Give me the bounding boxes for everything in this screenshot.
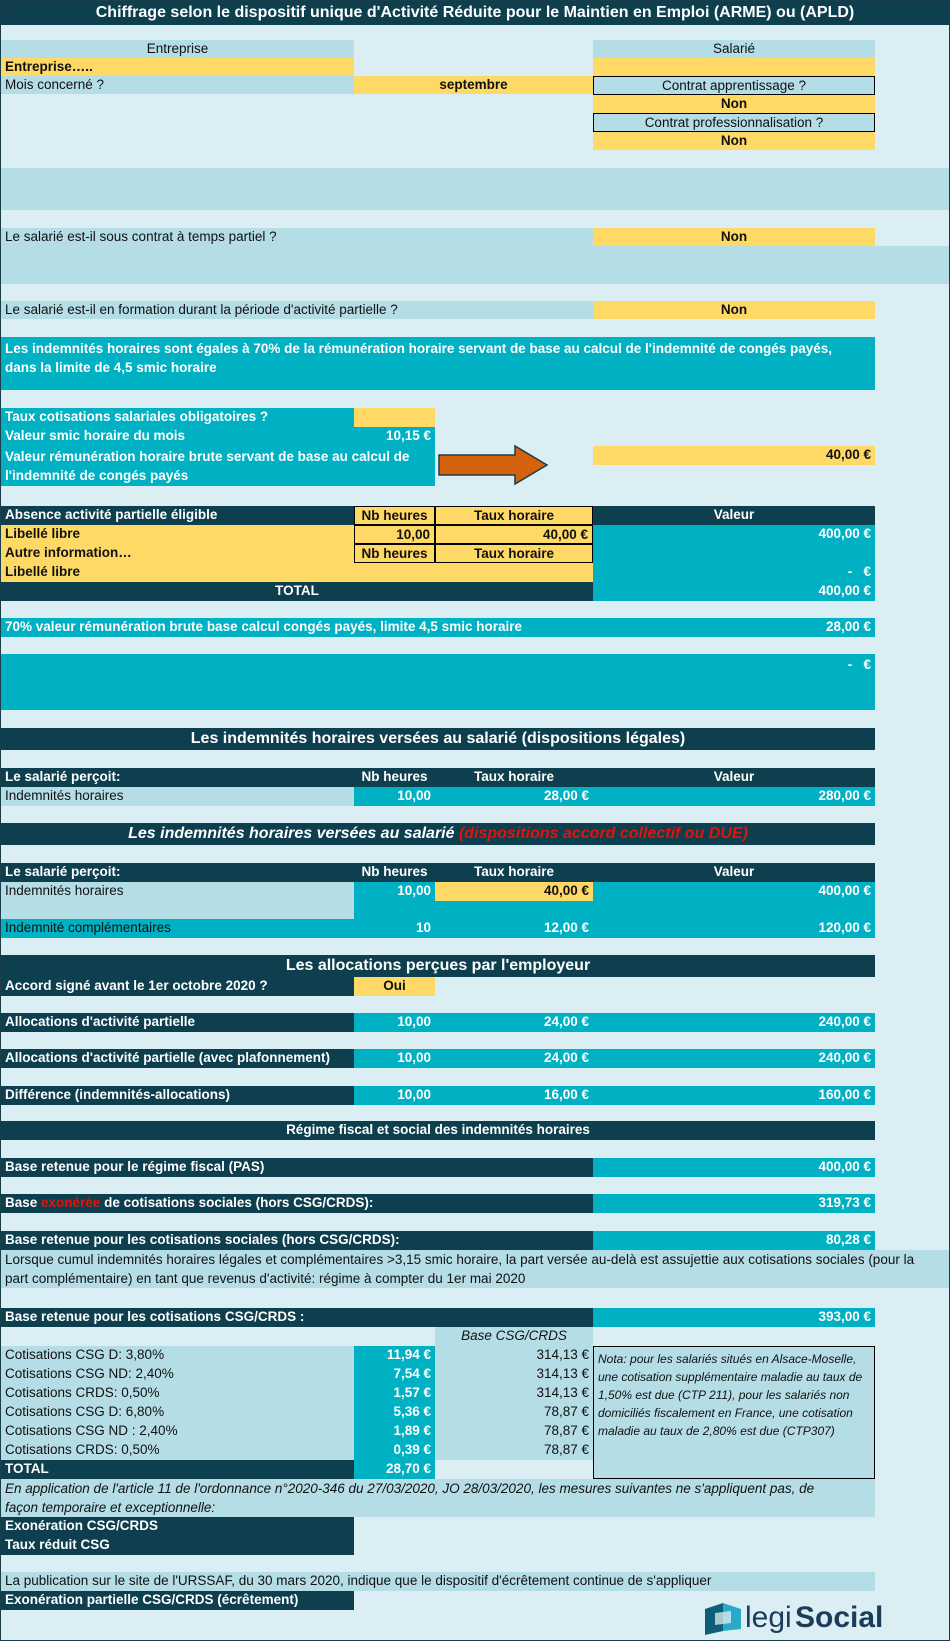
salarie-header: Salarié bbox=[593, 40, 875, 58]
csg-row1-value: 11,94 € bbox=[354, 1346, 435, 1365]
collective-row2-taux: 12,00 € bbox=[435, 919, 593, 938]
legal-row-taux: 28,00 € bbox=[435, 787, 593, 806]
contrat-apprentissage-field[interactable]: Non bbox=[593, 95, 875, 113]
legal-title: Les indemnités horaires versées au salarié (dispositions légales) bbox=[1, 728, 875, 750]
remu-label-1: Valeur rémunération horaire brute servant de base au calcul de bbox=[5, 449, 410, 464]
absence-row1-valeur: 400,00 € bbox=[593, 525, 875, 544]
smic-label: Valeur smic horaire du mois bbox=[1, 427, 354, 446]
seventy-label: 70% valeur rémunération brute base calcul congés payés, limite 4,5 smic horaire bbox=[1, 618, 875, 637]
legal-col-label: Le salarié perçoit: bbox=[5, 769, 121, 784]
csg-row1-base: 314,13 € bbox=[435, 1346, 593, 1365]
info-line-1: Les indemnités horaires sont égales à 70% de la rémunération horaire servant de base au calcul de l'indemnité de congés payés, bbox=[5, 341, 833, 356]
fiscal-value: 400,00 € bbox=[593, 1158, 875, 1177]
collective-col-valeur: Valeur bbox=[713, 864, 755, 879]
csg-row6-value: 0,39 € bbox=[354, 1441, 435, 1460]
contrat-apprentissage-label: Contrat apprentissage ? bbox=[593, 76, 875, 95]
legal-row-label: Indemnités horaires bbox=[1, 787, 354, 806]
exo-label-part2: exonérée bbox=[41, 1195, 101, 1210]
csg-row2-label: Cotisations CSG ND: 2,40% bbox=[1, 1365, 354, 1384]
seventy-value: 28,00 € bbox=[825, 619, 871, 634]
taux-reduit-label: Taux réduit CSG bbox=[1, 1536, 354, 1555]
collective-row2-valeur: 120,00 € bbox=[593, 919, 875, 938]
collective-col-taux: Taux horaire bbox=[473, 864, 555, 879]
absence-total-value: 400,00 € bbox=[593, 582, 875, 601]
contrat-pro-label: Contrat professionnalisation ? bbox=[593, 113, 875, 132]
alloc-row1-valeur: 240,00 € bbox=[593, 1013, 875, 1032]
temps-partiel-field[interactable]: Non bbox=[593, 228, 875, 246]
remu-value[interactable]: 40,00 € bbox=[593, 446, 875, 465]
alloc-row2-valeur: 240,00 € bbox=[593, 1049, 875, 1068]
collective-spacer-left bbox=[1, 901, 354, 919]
taux-field[interactable] bbox=[354, 408, 435, 427]
logo-text-social: Social bbox=[795, 1601, 884, 1634]
ordonnance-line-1: En application de l'article 11 de l'ordonnance n°2020-346 du 27/03/2020, JO 28/03/2020, les mesures suivantes ne s'appliquent pas, de bbox=[5, 1481, 815, 1496]
info-box bbox=[1, 337, 875, 390]
info-line-2: dans la limite de 4,5 smic horaire bbox=[5, 360, 217, 375]
absence-row1-label[interactable]: Libellé libre bbox=[1, 525, 354, 544]
absence-row2-label[interactable]: Autre information… bbox=[1, 544, 354, 563]
legisocial-logo bbox=[701, 1599, 941, 1639]
exo-csg-label: Exonération CSG/CRDS bbox=[1, 1517, 354, 1536]
collective-title-part1: Les indemnités horaires versées au salarié bbox=[128, 825, 455, 842]
absence-row1-nb[interactable]: 10,00 bbox=[354, 525, 435, 544]
cot-label: Base retenue pour les cotisations sociales (hors CSG/CRDS): bbox=[1, 1231, 593, 1250]
urssaf-note: La publication sur le site de l'URSSAF, du 30 mars 2020, indique que le dispositif d'écrêtement continue de s'appliquer bbox=[1, 1572, 875, 1591]
temps-partiel-label: Le salarié est-il sous contrat à temps partiel ? bbox=[1, 228, 593, 246]
legal-row-valeur: 280,00 € bbox=[593, 787, 875, 806]
absence-col-taux: Taux horaire bbox=[435, 506, 593, 525]
csg-row2-value: 7,54 € bbox=[354, 1365, 435, 1384]
smic-value: 10,15 € bbox=[354, 427, 435, 446]
arrow-right-icon bbox=[437, 444, 551, 486]
alloc-row3-taux: 16,00 € bbox=[435, 1086, 593, 1105]
salarie-name-field[interactable] bbox=[593, 58, 875, 76]
legal-col-valeur: Valeur bbox=[713, 769, 755, 784]
contrat-pro-field[interactable]: Non bbox=[593, 132, 875, 150]
accord-label: Accord signé avant le 1er octobre 2020 ? bbox=[1, 977, 354, 996]
csg-total-label: TOTAL bbox=[1, 1460, 354, 1479]
entreprise-header: Entreprise bbox=[1, 40, 354, 58]
csg-row1-label: Cotisations CSG D: 3,80% bbox=[1, 1346, 354, 1365]
alloc-row2-nb: 10,00 bbox=[354, 1049, 435, 1068]
csg-row6-label: Cotisations CRDS: 0,50% bbox=[1, 1441, 354, 1460]
csg-base-header: Base CSG/CRDS bbox=[435, 1327, 593, 1346]
formation-field[interactable]: Non bbox=[593, 301, 875, 319]
exo-label-part3: de cotisations sociales (hors CSG/CRDS): bbox=[100, 1195, 374, 1210]
csg-row2-base: 314,13 € bbox=[435, 1365, 593, 1384]
exo-partielle-label: Exonération partielle CSG/CRDS (écrêtement) bbox=[1, 1591, 354, 1610]
exo-value: 319,73 € bbox=[593, 1194, 875, 1213]
absence-row3-label[interactable]: Libellé libre bbox=[1, 563, 354, 582]
collective-title-part2: (dispositions accord collectif ou DUE) bbox=[458, 825, 748, 842]
csg-row3-base: 314,13 € bbox=[435, 1384, 593, 1403]
formation-label: Le salarié est-il en formation durant la période d'activité partielle ? bbox=[1, 301, 593, 319]
cot-value: 80,28 € bbox=[593, 1231, 875, 1250]
csg-base-label: Base retenue pour les cotisations CSG/CRDS : bbox=[1, 1308, 593, 1327]
blank-band bbox=[1, 168, 949, 210]
absence-col-nb: Nb heures bbox=[354, 506, 435, 525]
alloc-row3-label: Différence (indemnités-allocations) bbox=[1, 1086, 354, 1105]
collective-col-label: Le salarié perçoit: bbox=[5, 864, 121, 879]
collective-title bbox=[1, 823, 875, 845]
remu-label bbox=[1, 446, 435, 486]
legal-col-nb: Nb heures bbox=[361, 769, 428, 784]
fiscal-label: Base retenue pour le régime fiscal (PAS) bbox=[1, 1158, 593, 1177]
regime-note-2: part complémentaire) en tant que revenus d'activité: régime à compter du 1er mai 2020 bbox=[5, 1271, 526, 1286]
legal-row-nb: 10,00 bbox=[354, 787, 435, 806]
alloc-row3-nb: 10,00 bbox=[354, 1086, 435, 1105]
logo-icon bbox=[701, 1601, 743, 1637]
absence-row3-input[interactable] bbox=[354, 563, 593, 582]
legal-col-taux: Taux horaire bbox=[473, 769, 555, 784]
collective-row1-nb: 10,00 bbox=[354, 882, 435, 901]
alloc-row3-valeur: 160,00 € bbox=[593, 1086, 875, 1105]
mois-label: Mois concerné ? bbox=[1, 76, 354, 94]
csg-row6-base: 78,87 € bbox=[435, 1441, 593, 1460]
csg-row5-value: 1,89 € bbox=[354, 1422, 435, 1441]
page-title: Chiffrage selon le dispositif unique d'Activité Réduite pour le Maintien en Emploi (ARME) ou (APLD) bbox=[1, 1, 949, 25]
regime-title: Régime fiscal et social des indemnités horaires bbox=[1, 1121, 875, 1140]
ordonnance-line-2: façon temporaire et exceptionnelle: bbox=[5, 1500, 216, 1515]
ordonnance-note bbox=[1, 1479, 875, 1517]
taux-label: Taux cotisations salariales obligatoires ? bbox=[1, 408, 354, 427]
regime-note bbox=[1, 1250, 949, 1288]
csg-row3-label: Cotisations CRDS: 0,50% bbox=[1, 1384, 354, 1403]
exo-label bbox=[1, 1194, 593, 1213]
absence-row1-taux[interactable]: 40,00 € bbox=[435, 525, 593, 544]
csg-row4-label: Cotisations CSG D: 6,80% bbox=[1, 1403, 354, 1422]
collective-col-nb: Nb heures bbox=[361, 864, 428, 879]
collective-row2-nb: 10 bbox=[354, 919, 435, 938]
alloc-row1-label: Allocations d'activité partielle bbox=[1, 1013, 354, 1032]
absence-row2-nb: Nb heures bbox=[354, 544, 435, 563]
absence-col-label: Absence activité partielle éligible bbox=[1, 506, 354, 525]
accord-field[interactable]: Oui bbox=[354, 977, 435, 996]
collective-row1-taux[interactable]: 40,00 € bbox=[435, 882, 593, 901]
csg-row3-value: 1,57 € bbox=[354, 1384, 435, 1403]
absence-total-label: TOTAL bbox=[1, 582, 593, 601]
alloc-row1-nb: 10,00 bbox=[354, 1013, 435, 1032]
blank-band-2 bbox=[1, 246, 949, 284]
nota-box: Nota: pour les salariés situés en Alsace-Moselle, une cotisation supplémentaire maladie au taux de 1,50% est due (CTP 211), pour les salariés non domiciliés fiscalement en France, une cotisation maladie au taux de 2,80% est due (CTP307) bbox=[593, 1346, 875, 1479]
csg-row5-base: 78,87 € bbox=[435, 1422, 593, 1441]
remu-label-2: l'indemnité de congés payés bbox=[5, 468, 189, 483]
allocations-title: Les allocations perçues par l'employeur bbox=[1, 955, 875, 977]
alloc-row1-taux: 24,00 € bbox=[435, 1013, 593, 1032]
exo-label-part1: Base bbox=[5, 1195, 42, 1210]
entreprise-name-field[interactable]: Entreprise….. bbox=[1, 58, 354, 76]
logo-text-legi: legi bbox=[745, 1601, 792, 1634]
csg-row5-label: Cotisations CSG ND : 2,40% bbox=[1, 1422, 354, 1441]
mois-field[interactable]: septembre bbox=[354, 76, 593, 94]
collective-row1-valeur: 400,00 € bbox=[593, 882, 875, 901]
csg-row4-base: 78,87 € bbox=[435, 1403, 593, 1422]
absence-col-valeur: Valeur bbox=[593, 506, 875, 525]
csg-row4-value: 5,36 € bbox=[354, 1403, 435, 1422]
csg-total-value: 28,70 € bbox=[354, 1460, 435, 1479]
regime-note-1: Lorsque cumul indemnités horaires légales et complémentaires >3,15 smic horaire, la part versée au-delà est assujettie aux cotisations sociales (pour la bbox=[5, 1252, 915, 1267]
absence-row2-valeur bbox=[593, 544, 875, 563]
absence-row3-valeur: - € bbox=[593, 563, 875, 582]
absence-row2-taux: Taux horaire bbox=[435, 544, 593, 563]
csg-base-value: 393,00 € bbox=[593, 1308, 875, 1327]
collective-row2-label: Indemnité complémentaires bbox=[5, 920, 171, 935]
alloc-row2-label: Allocations d'activité partielle (avec plafonnement) bbox=[1, 1049, 354, 1068]
alloc-row2-taux: 24,00 € bbox=[435, 1049, 593, 1068]
seventy-blank-value: - € bbox=[847, 657, 871, 672]
collective-row1-label: Indemnités horaires bbox=[1, 882, 354, 901]
